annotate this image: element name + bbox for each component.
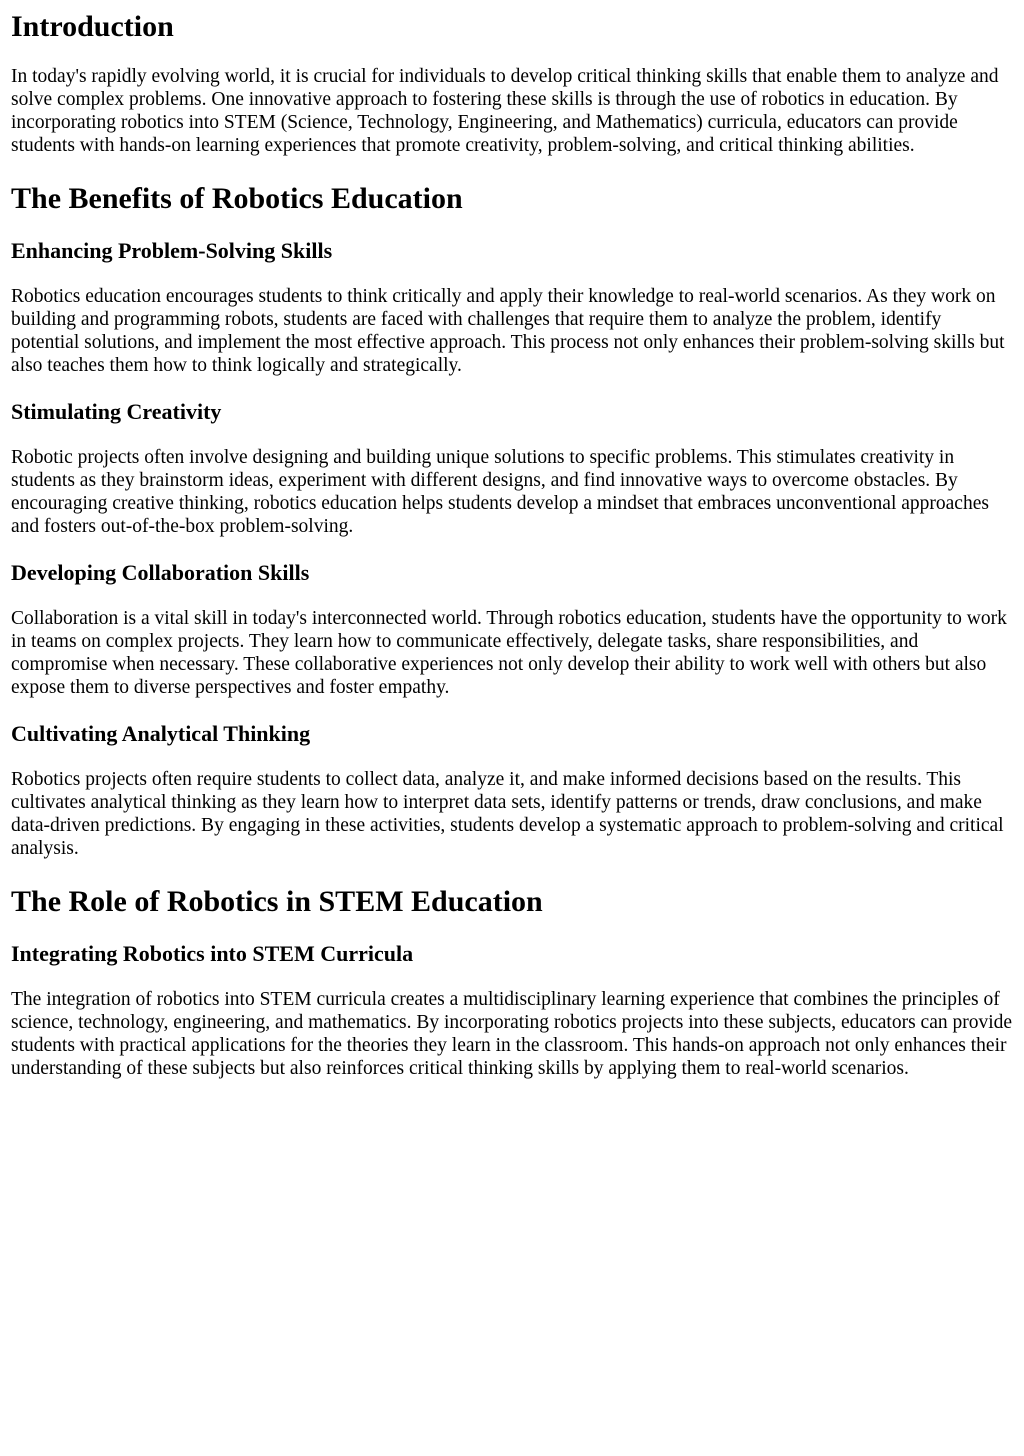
paragraph-cultivating-analytical-thinking: Robotics projects often require students to collect data, analyze it, and make informed decisions based on the results. This cultivates analytical thinking as they learn how to interpret data sets, identify patterns or trends, draw conclusions, and make data-driven predictions. By engaging in these activities, students develop a systematic approach to problem-solving and critical analysis. [11, 769, 1004, 859]
heading-benefits-of-robotics-education: The Benefits of Robotics Education [11, 182, 463, 215]
subheading-cultivating-analytical-thinking: Cultivating Analytical Thinking [11, 721, 311, 746]
heading-introduction: Introduction [11, 10, 174, 43]
subheading-integrating-robotics-stem: Integrating Robotics into STEM Curricula [11, 941, 414, 966]
paragraph-stimulating-creativity: Robotic projects often involve designing and building unique solutions to specific problems. This stimulates creativity in students as they brainstorm ideas, experiment with different designs, and find innovative ways to overcome obstacles. By encouraging creative thinking, robotics education helps students develop a mindset that embraces unconventional approaches and fosters out-of-the-box problem-solving. [11, 447, 989, 537]
subheading-stimulating-creativity: Stimulating Creativity [11, 399, 222, 424]
subheading-developing-collaboration: Developing Collaboration Skills [11, 560, 310, 585]
paragraph-introduction: In today's rapidly evolving world, it is crucial for individuals to develop critical thinking skills that enable them to analyze and solve complex problems. One innovative approach to fostering these skills is through the use of robotics in education. By incorporating robotics into STEM (Science, Technology, Engineering, and Mathematics) curricula, educators can provide students with hands-on learning experiences that promote creativity, problem-solving, and critical thinking abilities. [11, 66, 999, 156]
heading-role-of-robotics-in-stem: The Role of Robotics in STEM Education [11, 885, 543, 918]
paragraph-enhancing-problem-solving: Robotics education encourages students to think critically and apply their knowledge to real-world scenarios. As they work on building and programming robots, students are faced with challenges that require them to analyze the problem, identify potential solutions, and implement the most effective approach. This process not only enhances their problem-solving skills but also teaches them how to think logically and strategically. [11, 286, 1005, 376]
subheading-enhancing-problem-solving: Enhancing Problem-Solving Skills [11, 238, 333, 263]
paragraph-developing-collaboration: Collaboration is a vital skill in today's interconnected world. Through robotics education, students have the opportunity to work in teams on complex projects. They learn how to communicate effectively, delegate tasks, share responsibilities, and compromise when necessary. These collaborative experiences not only develop their ability to work well with others but also expose them to diverse perspectives and foster empathy. [11, 608, 1007, 698]
paragraph-integrating-robotics-stem: The integration of robotics into STEM curricula creates a multidisciplinary learning experience that combines the principles of science, technology, engineering, and mathematics. By incorporating robotics projects into these subjects, educators can provide students with practical applications for the theories they learn in the classroom. This hands-on approach not only enhances their understanding of these subjects but also reinforces critical thinking skills by applying them to real-world scenarios. [11, 989, 1013, 1079]
